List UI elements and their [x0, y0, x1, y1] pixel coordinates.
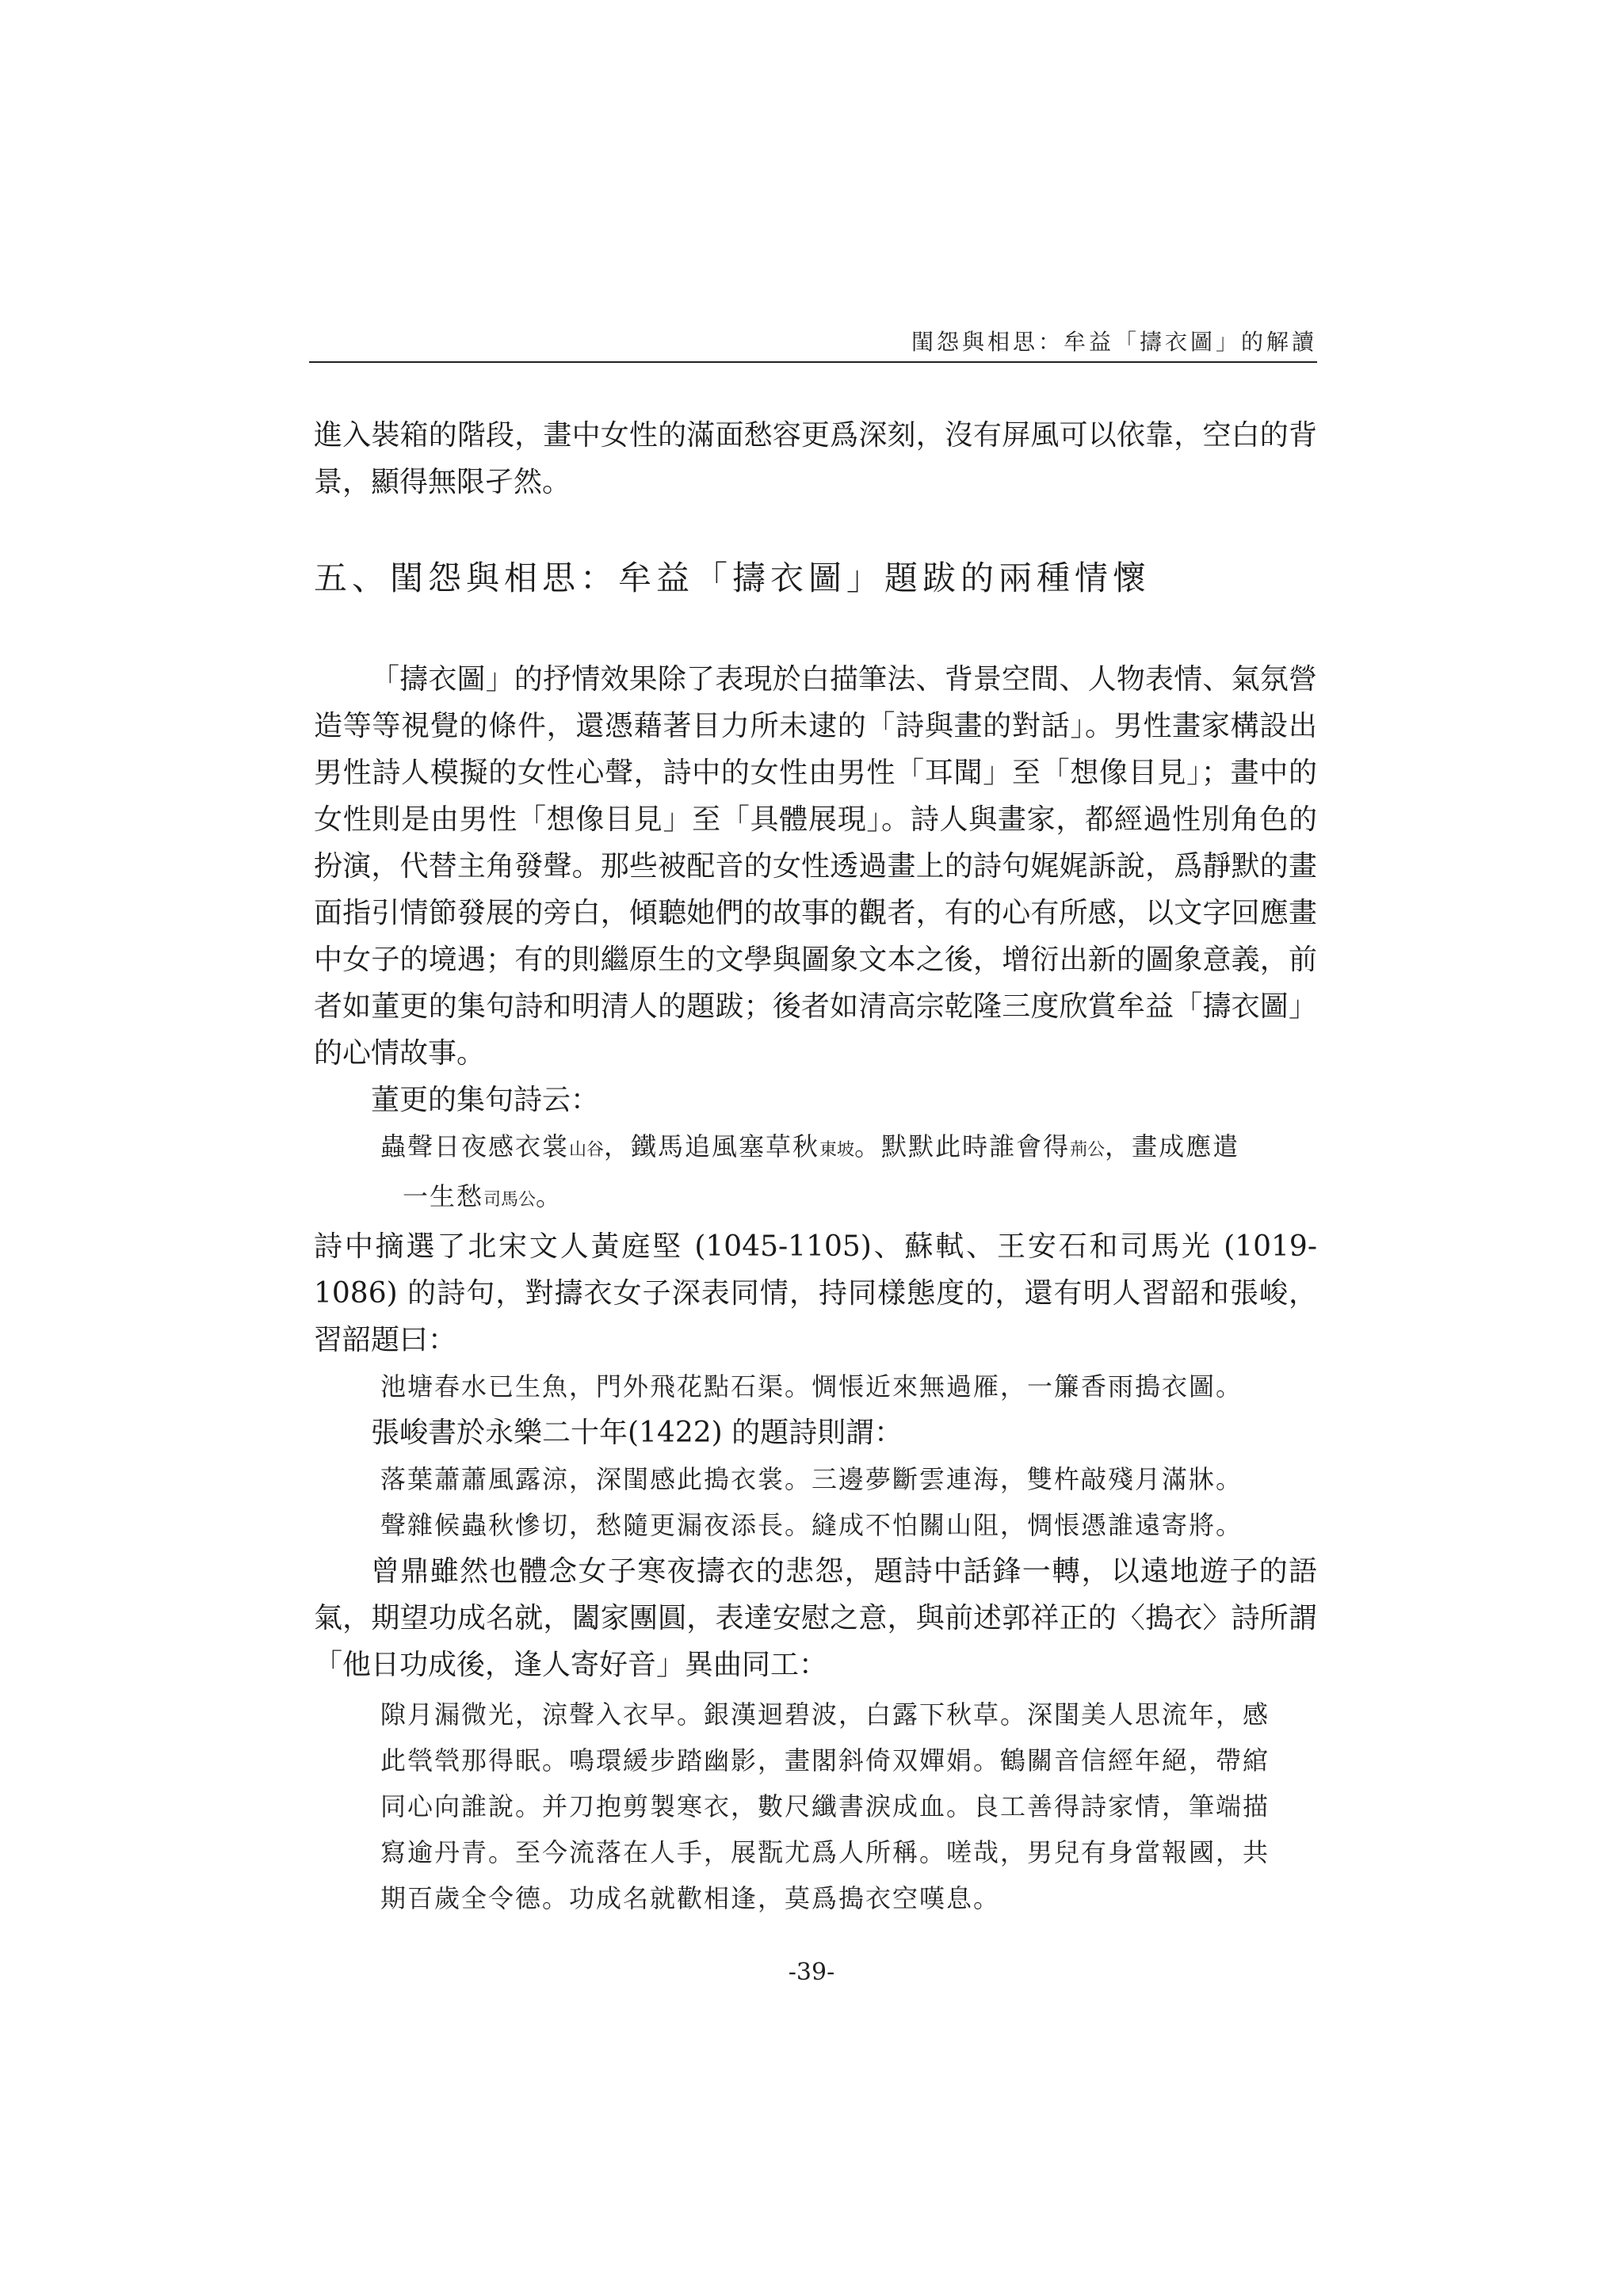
quote-zeng-line-2: 此煢煢那得眠。鳴環緩步踏幽影，畫閣斜倚双嬋娟。鶴關音信經年絕，帶綰: [380, 1745, 1270, 1775]
running-header: 閨怨與相思：牟益「擣衣圖」的解讀: [911, 329, 1317, 355]
source-shangu: 山谷: [569, 1140, 605, 1160]
page-number: -39-: [788, 1958, 835, 1986]
quote-xi-shao: 池塘春水已生魚，門外飛花點石渠。惆悵近來無過雁，一簾香雨搗衣圖。: [380, 1371, 1243, 1402]
paragraph-intro: 進入裝箱的階段，畫中女性的滿面愁容更爲深刻，沒有屏風可以依靠，空白的背景，顯得無限孑然。: [314, 419, 1317, 498]
paragraph-selection: 詩中摘選了北宋文人黃庭堅 (1045-1105)、蘇軾、王安石和司馬光 (1019-1086) 的詩句，對擣衣女子深表同情，持同樣態度的，還有明人習韶和張峻，習韶題曰：: [314, 1230, 1317, 1356]
quote-dong-part5: 一生愁: [403, 1181, 484, 1211]
quote-zeng-line-3: 同心向誰說。并刀抱剪製寒衣，數尺纖書淚成血。良工善得詩家情，筆端描: [380, 1791, 1270, 1821]
quote-zhang-line-1: 落葉蕭蕭風露涼，深閨感此搗衣裳。三邊夢斷雲連海，雙杵敲殘月滿牀。: [380, 1464, 1243, 1494]
intro-dong-geng: 董更的集句詩云：: [371, 1084, 600, 1116]
quote-zeng-line-5: 期百歲全令德。功成名就歡相逢，莫爲搗衣空嘆息。: [380, 1883, 1001, 1913]
quote-zhang-line-2: 聲雜候蟲秋慘切，愁隨更漏夜添長。縫成不怕關山阻，惆悵憑誰遠寄將。: [380, 1510, 1243, 1540]
quote-zeng-line-4: 寫逾丹青。至今流落在人手，展翫尤爲人所稱。嗟哉，男兒有身當報國，共: [380, 1837, 1270, 1867]
source-jinggong: 荊公: [1070, 1140, 1106, 1160]
quote-dong-geng: [314, 1123, 1317, 1223]
quote-dong-part3: 。默默此時誰會得: [854, 1131, 1071, 1161]
quote-dong-part2: ，鐵馬追風塞草秋: [604, 1131, 820, 1161]
quote-dong-continuation: [380, 1173, 1317, 1223]
intro-zhang-jun: 張峻書於永樂二十年(1422) 的題詩則謂：: [371, 1417, 903, 1449]
source-simagong: 司馬公: [483, 1190, 537, 1210]
section-heading: 五、閨怨與相思：牟益「擣衣圖」題跋的兩種情懷: [314, 559, 1151, 597]
source-dongpo: 東坡: [819, 1140, 855, 1160]
paragraph-zeng-ding: 曾鼎雖然也體念女子寒夜擣衣的悲怨，題詩中話鋒一轉，以遠地遊子的語氣，期望功成名就，闔家團圓，表達安慰之意，與前述郭祥正的〈搗衣〉詩所謂「他日功成後，逢人寄好音」異曲同工：: [314, 1555, 1317, 1681]
quote-zeng-line-1: 隙月漏微光，涼聲入衣早。銀漢迴碧波，白露下秋草。深閨美人思流年，感: [380, 1699, 1270, 1730]
quote-dong-part1: 蟲聲日夜感衣裳: [380, 1131, 570, 1161]
body-text: [314, 412, 1317, 1921]
quote-dong-part4: ，畫成應遣: [1105, 1131, 1240, 1161]
quote-dong-part6: 。: [536, 1181, 563, 1211]
header-rule: [309, 361, 1317, 363]
paragraph-main: 「擣衣圖」的抒情效果除了表現於白描筆法、背景空間、人物表情、氣氛營造等等視覺的條件，還憑藉著目力所未逮的「詩與畫的對話」。男性畫家構設出男性詩人模擬的女性心聲，詩中的女性由男性「耳聞」至「想像目見」；畫中的女性則是由男性「想像目見」至「具體展現」。詩人與畫家，都經過性別角色的扮演，代替主角發聲。那些被配音的女性透過畫上的詩句娓娓訴說，爲靜默的畫面指引情節發展的旁白，傾聽她們的故事的觀者，有的心有所感，以文字回應畫中女子的境遇；有的則繼原生的文學與圖象文本之後，增衍出新的圖象意義，前者如董更的集句詩和明清人的題跋；後者如清高宗乾隆三度欣賞牟益「擣衣圖」的心情故事。: [314, 663, 1317, 1070]
